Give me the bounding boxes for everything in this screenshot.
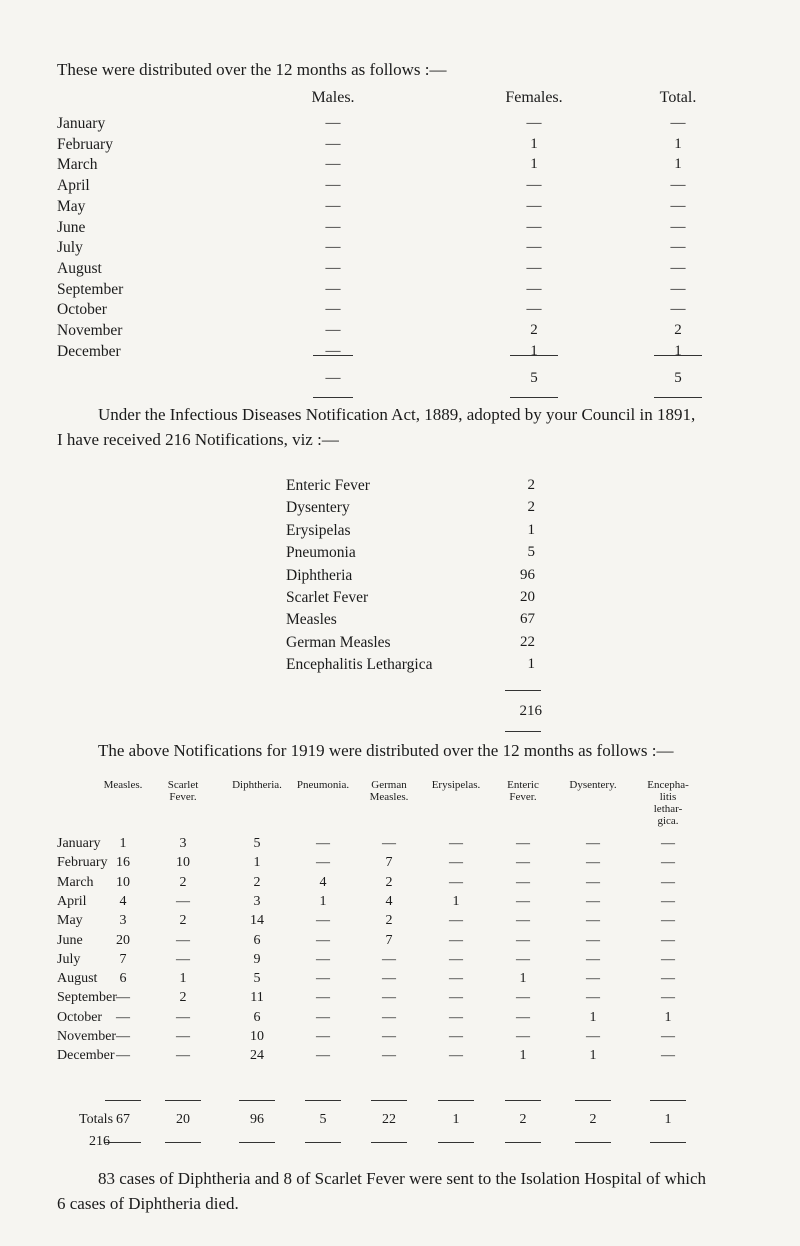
males-cell: — (325, 239, 341, 256)
data-cell: — (516, 893, 530, 909)
data-cell: — (449, 932, 463, 948)
data-cell: — (586, 836, 600, 851)
disease-count: 96 (520, 566, 535, 583)
data-cell: — (382, 836, 396, 851)
month-label: April (57, 177, 90, 195)
total-cell: 5 (319, 1112, 327, 1127)
data-cell: 11 (250, 990, 264, 1006)
data-cell: — (116, 1009, 130, 1025)
distribution-para: The above Notifications for 1919 were distributed over the 12 months as follows :— (98, 741, 674, 760)
disease-name: Encephalitis Lethargica (286, 656, 433, 674)
data-cell: — (516, 855, 530, 871)
data-cell: — (176, 1029, 190, 1044)
data-cell: 2 (179, 990, 187, 1006)
data-cell: — (316, 951, 330, 967)
data-cell: — (382, 1029, 396, 1044)
disease-count: 1 (527, 656, 535, 673)
data-cell: 1 (519, 1048, 527, 1064)
total-rule (438, 1100, 474, 1101)
data-cell: 10 (250, 1029, 264, 1044)
data-cell: — (316, 1029, 330, 1044)
data-cell: — (661, 855, 675, 871)
females-cell: — (526, 239, 542, 256)
data-cell: 2 (179, 913, 187, 929)
disease-count: 22 (520, 633, 535, 650)
total-cell: — (670, 218, 686, 235)
data-cell: 4 (385, 893, 393, 909)
data-cell: — (449, 951, 463, 967)
total-cell: — (670, 177, 686, 194)
closing-line1: 83 cases of Diphtheria and 8 of Scarlet Fever were sent to the Isolation Hospital of which (98, 1169, 707, 1188)
month-label: September (57, 990, 117, 1006)
disease-count: 2 (527, 477, 535, 493)
column-header: Dysentery. (569, 779, 617, 791)
month-label: July (57, 239, 83, 257)
column-header: German Measles. (369, 779, 409, 803)
data-cell: — (586, 951, 600, 967)
header-total: Total. (659, 89, 697, 106)
column-header: Pneumonia. (296, 779, 350, 791)
month-label: May (57, 913, 83, 929)
data-cell: — (449, 1029, 463, 1044)
females-cell: — (526, 218, 542, 235)
data-cell: 1 (253, 855, 261, 871)
data-cell: 9 (253, 951, 261, 967)
total-rule (371, 1100, 407, 1101)
disease-subtotal-rule (505, 690, 541, 691)
total-rule (305, 1142, 341, 1143)
column-header: Erysipelas. (431, 779, 481, 791)
disease-name: Dysentery (286, 499, 350, 517)
total-rule (650, 1142, 686, 1143)
data-cell: — (661, 1048, 675, 1064)
data-cell: — (661, 836, 675, 851)
data-cell: 1 (589, 1009, 597, 1025)
month-label: November (57, 322, 123, 339)
data-cell: 5 (253, 836, 261, 851)
males-cell: — (325, 280, 341, 297)
month-label: January (57, 115, 106, 132)
total-cell: — (670, 239, 686, 256)
subtotal-rule-females (510, 355, 558, 356)
data-cell: — (586, 913, 600, 929)
total-rule (505, 1142, 541, 1143)
data-cell: — (316, 913, 330, 929)
disease-name: Enteric Fever (286, 477, 370, 494)
total-cell: — (670, 301, 686, 318)
disease-count: 1 (527, 521, 535, 538)
data-cell: 1 (119, 836, 127, 851)
closing-line2: 6 cases of Diphtheria died. (57, 1194, 239, 1213)
month-label: October (57, 301, 107, 319)
month-label: January (57, 836, 101, 851)
females-cell: — (526, 280, 542, 297)
females-cell: — (526, 115, 542, 131)
total-rule (438, 1142, 474, 1143)
month-label: July (57, 951, 81, 967)
data-cell: 7 (119, 951, 127, 967)
females-cell: 2 (530, 322, 538, 338)
disease-count: 5 (527, 544, 535, 561)
subtotal-rule-total (654, 355, 702, 356)
data-cell: 1 (179, 971, 187, 987)
data-cell: — (316, 836, 330, 851)
males-cell: — (325, 322, 341, 338)
disease-name: Pneumonia (286, 544, 356, 562)
total-cell: 1 (674, 135, 682, 152)
males-cell: — (325, 135, 341, 152)
data-cell: — (516, 951, 530, 967)
data-cell: 4 (119, 893, 127, 909)
header-females: Females. (505, 89, 563, 106)
disease-name: Erysipelas (286, 521, 351, 539)
data-cell: — (449, 874, 463, 890)
data-cell: — (586, 855, 600, 871)
disease-total-rule (505, 731, 541, 732)
month-label: March (57, 156, 98, 174)
females-cell: 1 (530, 135, 538, 152)
data-cell: 6 (119, 971, 127, 987)
females-cell: — (526, 259, 542, 276)
total-rule-total (654, 397, 702, 398)
total-rule (239, 1142, 275, 1143)
total-total: 5 (674, 370, 682, 386)
data-cell: — (316, 990, 330, 1006)
data-cell: — (316, 932, 330, 948)
total-cell: — (670, 197, 686, 214)
month-label: February (57, 135, 113, 153)
data-cell: 10 (116, 874, 130, 890)
females-cell: — (526, 301, 542, 318)
data-cell: — (516, 913, 530, 929)
data-cell: — (661, 951, 675, 967)
total-cell: 1 (674, 342, 682, 359)
total-cell: — (670, 259, 686, 276)
data-cell: — (176, 893, 190, 909)
total-cell: 22 (382, 1112, 396, 1127)
total-rule (239, 1100, 275, 1101)
data-cell: 1 (519, 971, 527, 987)
data-cell: — (516, 1029, 530, 1044)
disease-name: Measles (286, 611, 337, 629)
data-cell: — (316, 855, 330, 871)
data-cell: — (586, 1029, 600, 1044)
disease-name: Diphtheria (286, 566, 353, 584)
data-cell: 16 (116, 855, 130, 871)
data-cell: 10 (176, 855, 190, 871)
males-cell: — (325, 197, 341, 214)
column-header: Encepha- litis lethar- gica. (647, 779, 689, 827)
month-label: November (57, 1029, 117, 1044)
data-cell: — (176, 1009, 190, 1025)
disease-name: Scarlet Fever (286, 589, 369, 606)
data-cell: 7 (385, 855, 393, 871)
disease-total: 216 (519, 703, 542, 719)
notification-para-line1: Under the Infectious Diseases Notification Act, 1889, adopted by your Council in 1891, (98, 405, 696, 424)
total-rule (105, 1142, 141, 1143)
data-cell: — (586, 893, 600, 909)
month-label: April (57, 893, 87, 909)
subtotal-rule-males (313, 355, 353, 356)
males-cell: — (325, 301, 341, 318)
data-cell: 2 (385, 874, 393, 890)
header-males: Males. (311, 89, 355, 106)
data-cell: — (382, 951, 396, 967)
males-cell: — (325, 259, 341, 276)
data-cell: — (449, 913, 463, 929)
month-label: October (57, 1009, 103, 1025)
data-cell: — (586, 874, 600, 890)
column-header: Scarlet Fever. (167, 779, 199, 803)
data-cell: — (116, 1048, 130, 1064)
total-rule-females (510, 397, 558, 398)
month-label: February (57, 855, 108, 871)
data-cell: — (586, 971, 600, 987)
data-cell: — (176, 932, 190, 948)
total-cell: 2 (589, 1112, 597, 1127)
females-cell: — (526, 177, 542, 194)
data-cell: — (176, 951, 190, 967)
data-cell: — (382, 971, 396, 987)
data-cell: — (382, 1048, 396, 1064)
total-rule (575, 1142, 611, 1143)
total-cell: — (670, 280, 686, 297)
total-cell: 20 (176, 1112, 190, 1127)
data-cell: 1 (452, 893, 460, 909)
males-cell: — (325, 115, 341, 131)
data-cell: — (316, 1048, 330, 1064)
data-cell: 14 (250, 913, 264, 929)
data-cell: 3 (179, 836, 187, 851)
data-cell: — (316, 971, 330, 987)
total-cell: 96 (250, 1112, 264, 1127)
data-cell: 20 (116, 932, 130, 948)
data-cell: 2 (179, 874, 187, 890)
data-cell: — (516, 836, 530, 851)
data-cell: — (382, 990, 396, 1006)
total-rule (371, 1142, 407, 1143)
data-cell: — (586, 990, 600, 1006)
data-cell: — (661, 874, 675, 890)
total-rule (105, 1100, 141, 1101)
month-label: August (57, 971, 98, 987)
total-males: — (325, 370, 341, 386)
month-label: September (57, 280, 124, 298)
data-cell: — (661, 893, 675, 909)
total-cell: 1 (674, 156, 682, 173)
total-rule (305, 1100, 341, 1101)
data-cell: — (586, 932, 600, 948)
males-cell: — (325, 177, 341, 194)
data-cell: 5 (253, 971, 261, 987)
total-cell: 1 (452, 1112, 460, 1127)
column-header: Enteric Fever. (507, 779, 539, 803)
month-label: March (57, 874, 94, 890)
total-cell: 67 (116, 1112, 130, 1127)
month-label: December (57, 342, 121, 360)
total-cell: 2 (674, 322, 682, 338)
data-cell: 6 (253, 932, 261, 948)
data-cell: 3 (119, 913, 127, 929)
data-cell: — (661, 932, 675, 948)
data-cell: 1 (319, 893, 327, 909)
data-cell: — (449, 836, 463, 851)
total-rule (575, 1100, 611, 1101)
data-cell: — (661, 990, 675, 1006)
disease-name: German Measles (286, 633, 391, 651)
column-header: Measles. (103, 779, 143, 791)
data-cell: — (661, 1029, 675, 1044)
females-cell: — (526, 197, 542, 214)
males-cell: — (325, 156, 341, 173)
data-cell: — (661, 913, 675, 929)
total-cell: 1 (664, 1112, 672, 1127)
data-cell: 3 (253, 893, 261, 909)
disease-count: 67 (520, 611, 535, 628)
month-label: June (57, 932, 83, 948)
data-cell: — (449, 990, 463, 1006)
month-label: June (57, 218, 86, 236)
grand-total: 216 (89, 1134, 110, 1149)
total-rule (165, 1100, 201, 1101)
females-cell: 1 (530, 342, 538, 359)
disease-count: 20 (520, 589, 535, 605)
data-cell: 4 (319, 874, 327, 890)
total-cell: — (670, 115, 686, 131)
data-cell: — (516, 1009, 530, 1025)
data-cell: — (449, 1009, 463, 1025)
females-cell: 1 (530, 156, 538, 173)
data-cell: — (516, 874, 530, 890)
total-rule (165, 1142, 201, 1143)
data-cell: — (449, 855, 463, 871)
data-cell: 7 (385, 932, 393, 948)
data-cell: 24 (250, 1048, 264, 1064)
total-rule (650, 1100, 686, 1101)
data-cell: — (316, 1009, 330, 1025)
data-cell: — (661, 971, 675, 987)
notification-para-line2: I have received 216 Notifications, viz :— (57, 430, 339, 449)
data-cell: — (516, 932, 530, 948)
total-rule-males (313, 397, 353, 398)
data-cell: — (449, 971, 463, 987)
data-cell: — (382, 1009, 396, 1025)
month-label: May (57, 197, 86, 215)
total-cell: 2 (519, 1112, 527, 1127)
data-cell: 1 (589, 1048, 597, 1064)
males-cell: — (325, 342, 341, 359)
totals-label: Totals (79, 1112, 114, 1127)
data-cell: 2 (253, 874, 261, 890)
data-cell: 1 (664, 1009, 672, 1025)
data-cell: 6 (253, 1009, 261, 1025)
data-cell: 2 (385, 913, 393, 929)
disease-count: 2 (527, 499, 535, 516)
data-cell: — (116, 990, 130, 1006)
data-cell: — (116, 1029, 130, 1044)
males-cell: — (325, 218, 341, 235)
data-cell: — (449, 1048, 463, 1064)
total-rule (505, 1100, 541, 1101)
column-header: Diphtheria. (232, 779, 282, 791)
data-cell: — (176, 1048, 190, 1064)
month-label: December (57, 1048, 115, 1064)
data-cell: — (516, 990, 530, 1006)
month-label: August (57, 259, 102, 277)
total-females: 5 (530, 370, 538, 386)
intro-line: These were distributed over the 12 months as follows :— (57, 60, 447, 79)
